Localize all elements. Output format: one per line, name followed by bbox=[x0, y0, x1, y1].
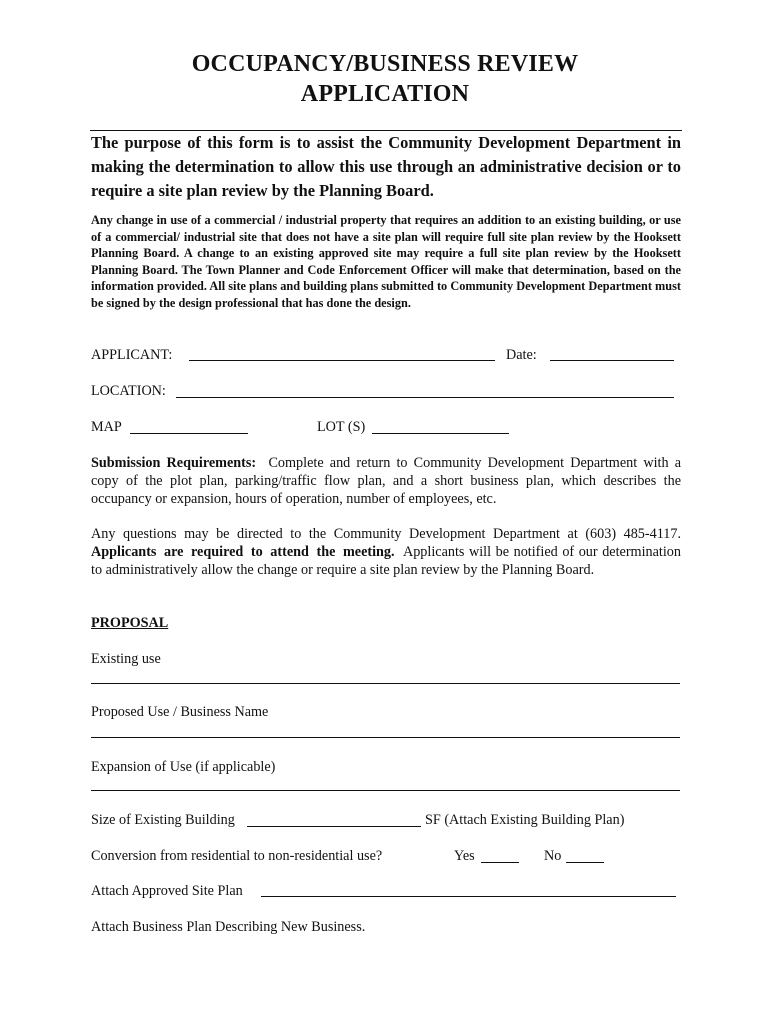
no-label: No bbox=[544, 848, 562, 864]
intro-paragraph: Any change in use of a commercial / industrial property that requires an addition to an existing building, or use of a commercial/ industrial site that does not have a site plan will require full site plan review by the Hooksett Planning Board. A change to an existing approved site may require a full site plan review by the Hooksett Planning Board. The Town Planner and Code Enforcement Officer will make that determination, based on the information provided. All site plans and building plans submitted to Community Development Department must be signed by the design professional that has done the design. bbox=[91, 213, 681, 310]
expansion-field[interactable] bbox=[91, 790, 680, 791]
approved-site-plan-label: Attach Approved Site Plan bbox=[91, 883, 243, 899]
questions-paragraph bbox=[91, 525, 681, 580]
building-size-field[interactable] bbox=[247, 826, 421, 827]
submission-text: Complete and return to Community Development Department with a copy of the plot plan, parking/traffic flow plan, and a short business plan, which describes the occupancy or expansion, hours of operation, number of employees, etc. bbox=[91, 455, 682, 508]
form-title-line-1: OCCUPANCY/BUSINESS REVIEW bbox=[191, 51, 579, 77]
date-field[interactable] bbox=[550, 360, 674, 361]
purpose-statement: The purpose of this form is to assist the Community Development Department in making the determination to allow this use through an administrative decision or to require a site plan review by the Planning Board. bbox=[91, 133, 681, 200]
form-title-line-2: APPLICATION bbox=[300, 81, 470, 107]
applicant-field[interactable] bbox=[189, 360, 495, 361]
business-plan-instruction: Attach Business Plan Describing New Business. bbox=[91, 919, 366, 935]
existing-use-label: Existing use bbox=[91, 651, 161, 667]
approved-site-plan-field[interactable] bbox=[261, 896, 676, 897]
meeting-requirement: Applicants are required to attend the meeting. bbox=[91, 544, 395, 561]
building-size-unit: SF (Attach Existing Building Plan) bbox=[425, 812, 625, 828]
building-size-label: Size of Existing Building bbox=[91, 812, 235, 828]
lot-label: LOT (S) bbox=[317, 419, 366, 435]
proposed-use-label: Proposed Use / Business Name bbox=[91, 704, 269, 720]
proposal-heading: PROPOSAL bbox=[91, 615, 169, 631]
yes-field[interactable] bbox=[481, 862, 519, 863]
location-label: LOCATION: bbox=[91, 383, 166, 399]
expansion-label: Expansion of Use (if applicable) bbox=[91, 759, 276, 775]
lot-field[interactable] bbox=[372, 433, 509, 434]
yes-label: Yes bbox=[454, 848, 475, 864]
no-field[interactable] bbox=[566, 862, 604, 863]
location-field[interactable] bbox=[176, 397, 674, 398]
proposed-use-field[interactable] bbox=[91, 737, 680, 738]
map-field[interactable] bbox=[130, 433, 248, 434]
existing-use-field[interactable] bbox=[91, 683, 680, 684]
map-label: MAP bbox=[91, 419, 122, 435]
submission-heading: Submission Requirements: bbox=[91, 455, 257, 471]
submission-requirements bbox=[91, 454, 681, 509]
conversion-question: Conversion from residential to non-residential use? bbox=[91, 848, 383, 864]
date-label: Date: bbox=[506, 347, 537, 363]
questions-tail: Applicants will be notified of our determination to administratively allow the change or require a site plan review by the Planning Board. bbox=[91, 544, 681, 579]
applicant-label: APPLICANT: bbox=[91, 347, 173, 363]
questions-text: Any questions may be directed to the Community Development Department at (603) 485-4117. bbox=[91, 526, 681, 542]
